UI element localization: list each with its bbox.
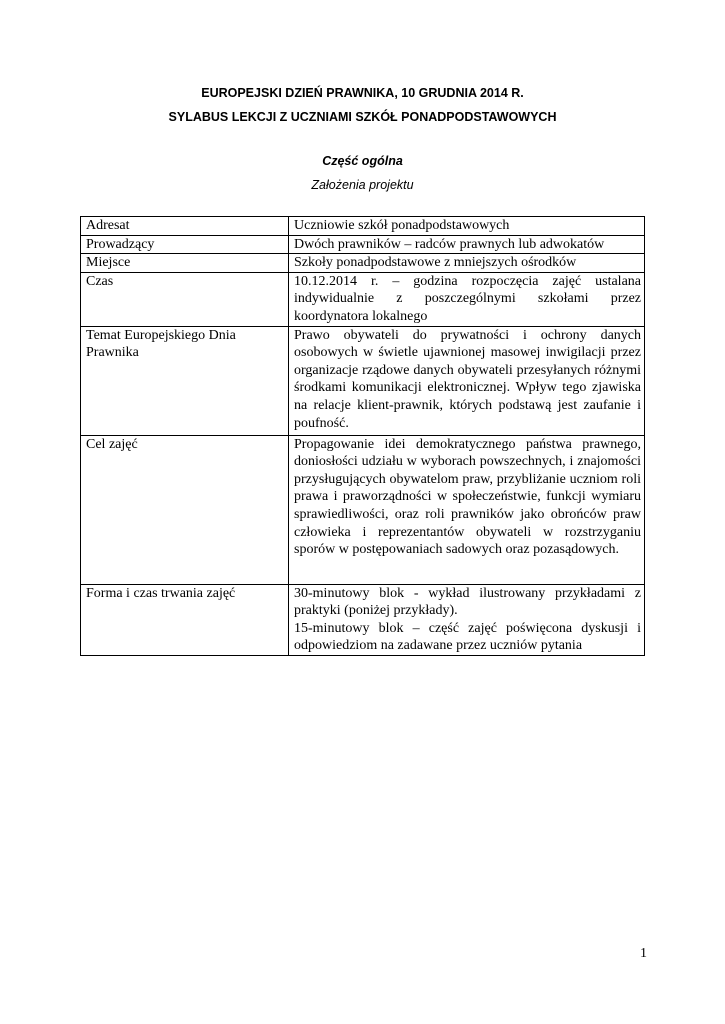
row-value-czas: 10.12.2014 r. – godzina rozpoczęcia zajęć ustalana indywidualnie z poszczególnymi szkołami przez koordynatora lokalnego xyxy=(289,272,645,326)
row-label-prowadzacy: Prowadzący xyxy=(81,235,289,254)
table-row xyxy=(81,326,645,435)
row-label-forma: Forma i czas trwania zajęć xyxy=(81,584,289,655)
table-row xyxy=(81,217,645,236)
document-title: EUROPEJSKI DZIEŃ PRAWNIKA, 10 GRUDNIA 2014 R. xyxy=(201,86,524,100)
section-subtitle: Założenia projektu xyxy=(311,178,414,192)
project-assumptions-table xyxy=(80,216,645,656)
row-value-cel: Propagowanie idei demokratycznego państwa prawnego, doniosłości udziału w wyborach powszechnych, i znajomości przysługujących obywatelom praw, przybliżanie uczniom roli prawa i praworządności w społeczeństwie, funkcji wymiaru sprawiedliwości, oraz roli prawników jako obrońców praw człowieka i reprezentantów obywateli w rozstrzyganiu sporów w postępowaniach sadowych oraz pozasądowych. xyxy=(289,435,645,584)
section-title: Część ogólna xyxy=(322,154,403,168)
row-label-adresat: Adresat xyxy=(81,217,289,236)
row-value-temat: Prawo obywateli do prywatności i ochrony danych osobowych w świetle ujawnionej masowej inwigilacji przez organizacje rządowe danych obywateli przesyłanych różnymi środkami komunikacji elektronicznej. Wpływ tego zjawiska na relacje klient-prawnik, których podstawą jest zaufanie i poufność. xyxy=(289,326,645,435)
row-value-forma-line1: 30-minutowy blok - wykład ilustrowany przykładami z praktyki (poniżej przykłady). xyxy=(294,585,641,619)
table-row xyxy=(81,584,645,655)
table-row xyxy=(81,435,645,584)
row-label-czas: Czas xyxy=(81,272,289,326)
row-value-forma-line2: 15-minutowy blok – część zajęć poświęcona dyskusji i odpowiedziom na zadawane przez uczniów pytania xyxy=(294,620,641,654)
row-value-miejsce: Szkoły ponadpodstawowe z mniejszych ośrodków xyxy=(289,254,645,273)
document-subtitle: SYLABUS LEKCJI Z UCZNIAMI SZKÓŁ PONADPODSTAWOWYCH xyxy=(168,110,557,124)
row-value-adresat: Uczniowie szkół ponadpodstawowych xyxy=(289,217,645,236)
table-row xyxy=(81,272,645,326)
table-row xyxy=(81,235,645,254)
row-value-forma xyxy=(289,584,645,655)
row-value-prowadzacy: Dwóch prawników – radców prawnych lub adwokatów xyxy=(289,235,645,254)
row-label-cel: Cel zajęć xyxy=(81,435,289,584)
table-row xyxy=(81,254,645,273)
row-label-miejsce: Miejsce xyxy=(81,254,289,273)
row-label-temat: Temat Europejskiego Dnia Prawnika xyxy=(81,326,289,435)
page-number: 1 xyxy=(640,946,647,961)
